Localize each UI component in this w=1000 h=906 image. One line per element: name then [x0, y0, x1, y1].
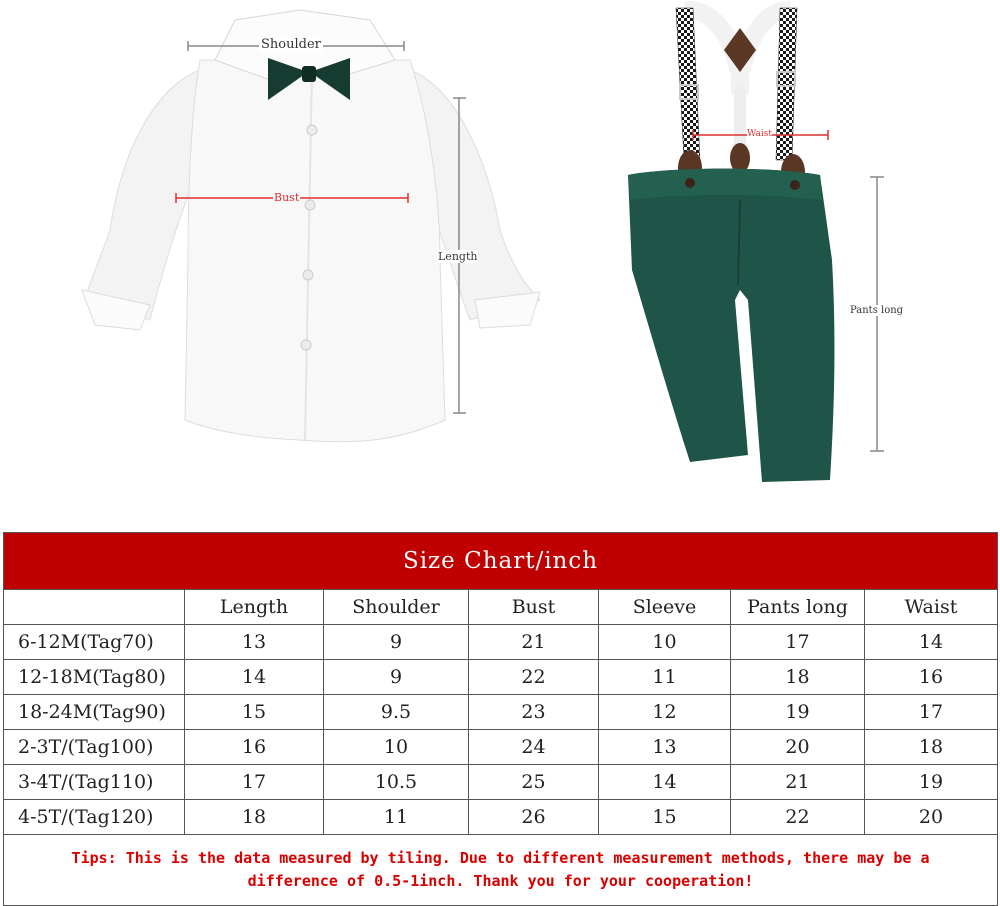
- table-cell: 21: [469, 625, 599, 660]
- waist-label: Waist: [747, 129, 772, 139]
- table-cell: 18: [731, 660, 865, 695]
- table-cell: 21: [731, 765, 865, 800]
- shoulder-label: Shoulder: [261, 37, 321, 52]
- table-cell: 19: [731, 695, 865, 730]
- column-header: Shoulder: [324, 590, 469, 625]
- table-cell: 23: [469, 695, 599, 730]
- size-table: [3, 532, 998, 906]
- pants-set: [628, 8, 834, 482]
- table-cell: 16: [185, 730, 324, 765]
- table-cell: 24: [469, 730, 599, 765]
- size-label: 2-3T/(Tag100): [4, 730, 185, 765]
- pants: [628, 169, 834, 482]
- table-cell: 11: [324, 800, 469, 835]
- table-cell: 11: [599, 660, 731, 695]
- table-cell: 10: [599, 625, 731, 660]
- table-cell: 26: [469, 800, 599, 835]
- shirt-body: [185, 60, 445, 442]
- table-cell: 18: [865, 730, 998, 765]
- table-cell: 22: [469, 660, 599, 695]
- header-row: [4, 590, 998, 625]
- table-row: [4, 800, 998, 835]
- right-strap: [776, 8, 797, 160]
- table-cell: 12: [599, 695, 731, 730]
- pants-long-label: Pants long: [850, 305, 904, 316]
- size-label: 18-24M(Tag90): [4, 695, 185, 730]
- column-header: Waist: [865, 590, 998, 625]
- size-label: 3-4T/(Tag110): [4, 765, 185, 800]
- table-cell: 25: [469, 765, 599, 800]
- table-cell: 15: [185, 695, 324, 730]
- table-cell: 13: [599, 730, 731, 765]
- table-cell: 17: [865, 695, 998, 730]
- table-cell: 15: [599, 800, 731, 835]
- size-label: 12-18M(Tag80): [4, 660, 185, 695]
- table-cell: 14: [185, 660, 324, 695]
- table-cell: 16: [865, 660, 998, 695]
- column-header: Pants long: [731, 590, 865, 625]
- table-cell: 17: [731, 625, 865, 660]
- column-header: Length: [185, 590, 324, 625]
- table-row: [4, 730, 998, 765]
- left-sleeve: [85, 70, 200, 320]
- table-cell: 20: [731, 730, 865, 765]
- table-cell: 10.5: [324, 765, 469, 800]
- column-header: [4, 590, 185, 625]
- table-cell: 9: [324, 625, 469, 660]
- table-cell: 9: [324, 660, 469, 695]
- column-header: Sleeve: [599, 590, 731, 625]
- table-cell: 18: [185, 800, 324, 835]
- column-header: Bust: [469, 590, 599, 625]
- table-cell: 13: [185, 625, 324, 660]
- table-row: [4, 695, 998, 730]
- size-chart-title: Size Chart/inch: [4, 533, 998, 590]
- tips-note: Tips: This is the data measured by tiling. Due to different measurement methods, there may be a difference of 0.5-1inch. Thank you for your cooperation!: [4, 835, 998, 906]
- table-cell: 22: [731, 800, 865, 835]
- table-cell: 20: [865, 800, 998, 835]
- table-row: [4, 660, 998, 695]
- table-cell: 14: [599, 765, 731, 800]
- shirt: [82, 10, 540, 442]
- table-cell: 9.5: [324, 695, 469, 730]
- table-row: [4, 625, 998, 660]
- bust-label: Bust: [274, 191, 300, 204]
- size-label: 4-5T/(Tag120): [4, 800, 185, 835]
- table-cell: 10: [324, 730, 469, 765]
- size-chart: [3, 532, 997, 906]
- size-label: 6-12M(Tag70): [4, 625, 185, 660]
- table-row: [4, 765, 998, 800]
- length-label: Length: [438, 250, 478, 263]
- table-cell: 14: [865, 625, 998, 660]
- table-cell: 17: [185, 765, 324, 800]
- table-cell: 19: [865, 765, 998, 800]
